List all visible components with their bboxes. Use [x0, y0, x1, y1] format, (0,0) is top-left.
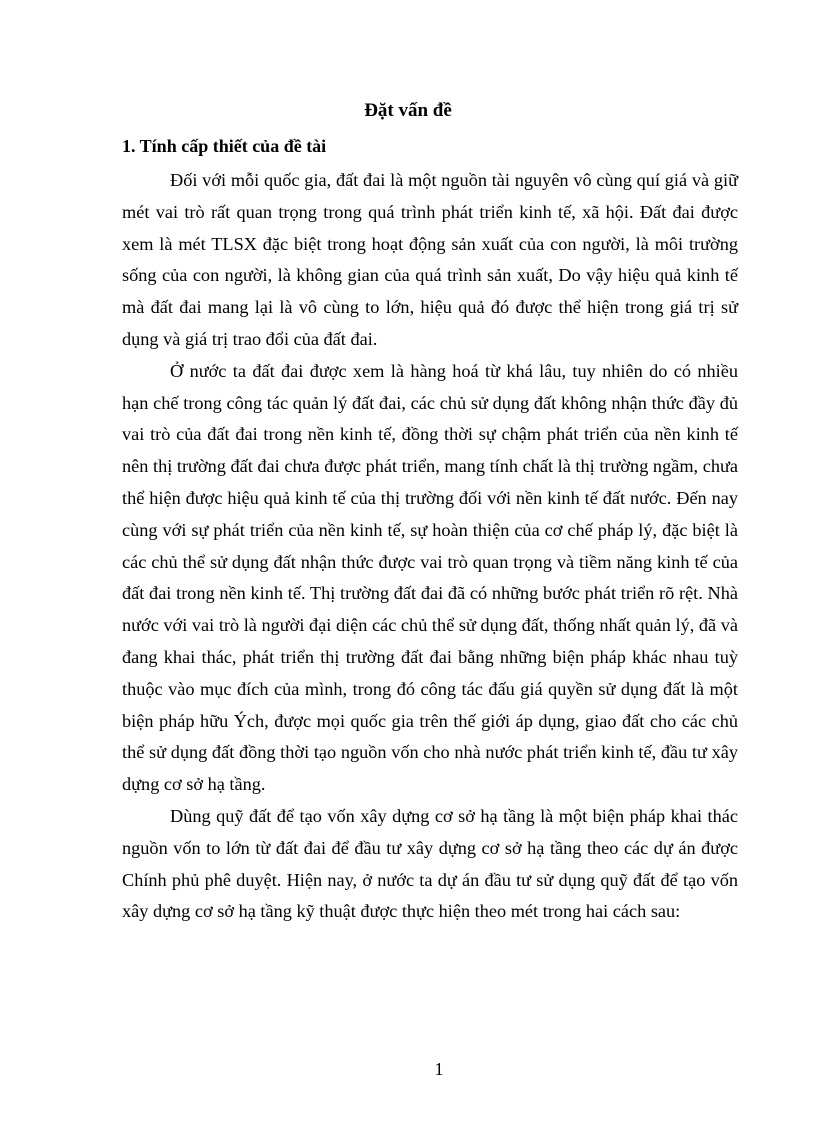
page-number: 1 — [434, 1059, 444, 1079]
section-heading: 1. Tính cấp thiết của đề tài — [122, 136, 327, 156]
body-text — [122, 165, 738, 928]
paragraph-3: Dùng quỹ đất để tạo vốn xây dựng cơ sở hạ tầng là một biện pháp khai thác nguồn vốn to lớn từ đất đai để đầu tư xây dựng cơ sở hạ tầng theo các dự án được Chính phủ phê duyệt. Hiện nay, ở nước ta dự án đầu tư sử dụng quỹ đất để tạo vốn xây dựng cơ sở hạ tầng kỹ thuật được thực hiện theo mét trong hai cách sau: — [122, 805, 738, 922]
paragraph-1: Đối với mỗi quốc gia, đất đai là một nguồn tài nguyên vô cùng quí giá và giữ mét vai trò rất quan trọng trong quá trình phát triển kinh tế, xã hội. Đất đai được xem là mét TLSX đặc biệt trong hoạt động sản xuất của con người, là môi trường sống của con người, là không gian của quá trình sản xuất, Do vậy hiệu quả kinh tế mà đất đai mang lại là vô cùng to lớn, hiệu quả đó được thể hiện trong giá trị sử dụng và giá trị trao đổi của đất đai. — [122, 170, 738, 349]
document-title: Đặt vấn đề — [364, 100, 452, 121]
paragraph-2: Ở nước ta đất đai được xem là hàng hoá từ khá lâu, tuy nhiên do có nhiều hạn chế trong công tác quản lý đất đai, các chủ sử dụng đất không nhận thức đầy đủ vai trò của đất đai trong nền kinh tế, đồng thời sự chậm phát triển của nền kinh tế nên thị trường đất đai chưa được phát triển, mang tính chất là thị trường ngầm, chưa thể hiện được hiệu quả kinh tế của thị trường đối với nền kinh tế đất nước. Đến nay cùng với sự phát triển của nền kinh tế, sự hoàn thiện của cơ chế pháp lý, đặc biệt là các chủ thể sử dụng đất nhận thức được vai trò quan trọng và tiềm năng kinh tế của đất đai trong nền kinh tế. Thị trường đất đai đã có những bước phát triển rõ rệt. Nhà nước với vai trò là người đại diện các chủ thể sử dụng đất, thống nhất quản lý, đã và đang khai thác, phát triển thị trường đất đai bằng những biện pháp khác nhau tuỳ thuộc vào mục đích của mình, trong đó công tác đấu giá quyền sử dụng đất là một biện pháp hữu Ých, được mọi quốc gia trên thế giới áp dụng, giao đất cho các chủ thể sử dụng đất đồng thời tạo nguồn vốn cho nhà nước phát triển kinh tế, đầu tư xây dựng cơ sở hạ tầng. — [122, 360, 738, 795]
